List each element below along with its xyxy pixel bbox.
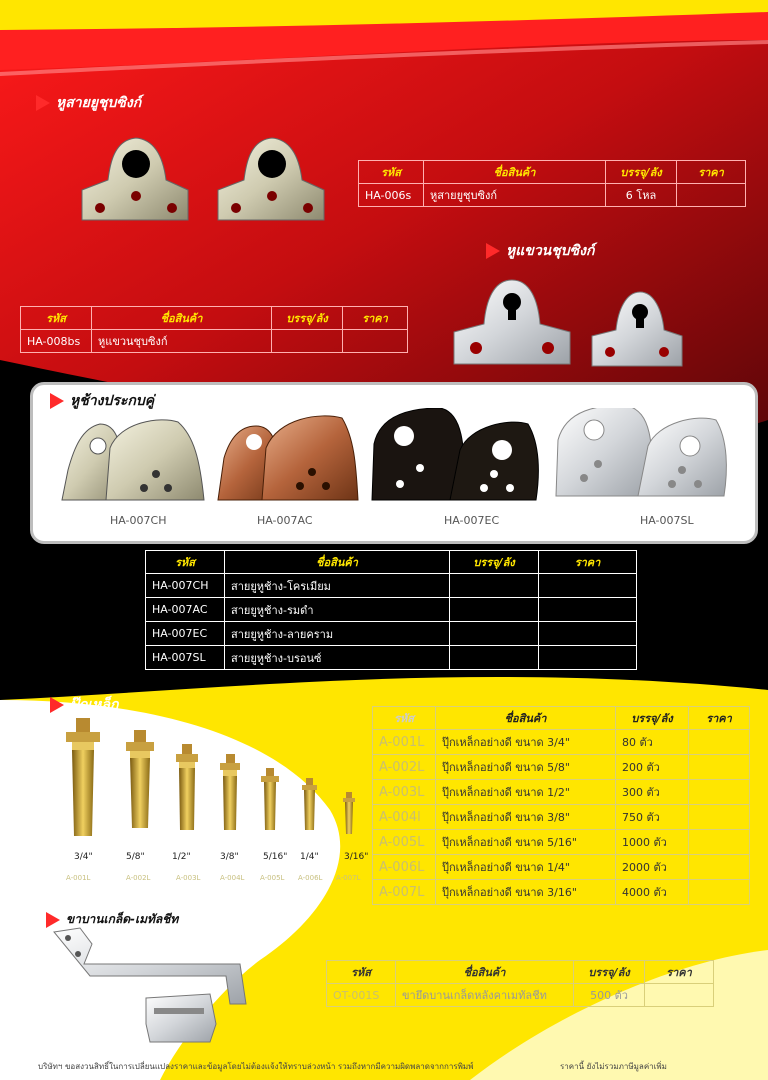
section-title-elephant-hasp: หูช้างประกบคู่: [50, 390, 154, 412]
caption-ha-007ac: HA-007AC: [257, 514, 313, 527]
col-price: ราคา: [677, 161, 746, 184]
cell-price: [343, 330, 408, 353]
footer-vat-note: ราคานี้ ยังไม่รวมภาษีมูลค่าเพิ่ม: [560, 1062, 667, 1071]
cell-code: OT-001S: [327, 984, 396, 1007]
table-row: [146, 622, 637, 646]
triangle-bullet-icon: [36, 95, 50, 111]
anchor-bolt-3-16: [343, 792, 355, 834]
col-price: ราคา: [689, 707, 750, 730]
table-row: [373, 855, 750, 880]
anchor-bolt-1-4: [302, 778, 317, 830]
zinc-hasp-table: [358, 160, 746, 207]
size-label: 5/8": [126, 852, 145, 862]
cell-code: A-007L: [373, 880, 436, 905]
col-code: รหัส: [373, 707, 436, 730]
cell-name: สายยูหูช้าง-ลายคราม: [225, 622, 450, 646]
size-label: 5/16": [263, 852, 288, 862]
anchor-bolt-3-8: [220, 754, 240, 830]
footer-disclaimer: บริษัทฯ ขอสงวนสิทธิ์ในการเปลี่ยนแปลงราคาและข้อมูลโดยไม่ต้องแจ้งให้ทราบล่วงหน้า รวมถึงหากมีความผิดพลาดจากการพิมพ์: [38, 1062, 474, 1071]
size-label: 3/4": [74, 852, 93, 862]
cell-name: หูแขวนชุบซิงก์: [92, 330, 272, 353]
cell-pack: 1000 ตัว: [616, 830, 689, 855]
col-pack: บรรจุ/ลัง: [606, 161, 677, 184]
anchor-bolt-5-16: [261, 768, 279, 830]
cell-pack: 4000 ตัว: [616, 880, 689, 905]
col-pack: บรรจุ/ลัง: [272, 307, 343, 330]
col-pack: บรรจุ/ลัง: [574, 961, 645, 984]
section-title-anchor-bolt: ปุ๊กเหล็ก: [50, 694, 118, 716]
triangle-bullet-icon: [486, 243, 500, 259]
code-label: A-005L: [260, 874, 285, 882]
cell-name: ปุ๊กเหล็กอย่างดี ขนาด 3/16": [436, 880, 616, 905]
table-row: [373, 830, 750, 855]
cell-pack: 6 โหล: [606, 184, 677, 207]
anchor-bolt-images: [58, 718, 368, 848]
table-row: [146, 574, 637, 598]
cell-pack: 750 ตัว: [616, 805, 689, 830]
table-row: [359, 184, 746, 207]
anchor-bolt-table: [372, 706, 750, 905]
cell-name: หูสายยูชุบซิงก์: [424, 184, 606, 207]
col-price: ราคา: [539, 551, 637, 574]
table-row: [373, 730, 750, 755]
cell-code: A-003L: [373, 780, 436, 805]
size-label: 3/8": [220, 852, 239, 862]
cell-pack: 200 ตัว: [616, 755, 689, 780]
cell-name: ขายึดบานเกล็ดหลังคาเมทัลชีท: [396, 984, 574, 1007]
cell-pack: 80 ตัว: [616, 730, 689, 755]
zinc-hanger-part-1: [454, 280, 570, 364]
cell-name: สายยูหูช้าง-โครเมียม: [225, 574, 450, 598]
cell-name: ปุ๊กเหล็กอย่างดี ขนาด 3/4": [436, 730, 616, 755]
anchor-bolt-1-2: [176, 744, 198, 830]
zinc-hanger-image: [450, 276, 686, 370]
cell-name: ปุ๊กเหล็กอย่างดี ขนาด 1/4": [436, 855, 616, 880]
col-name: ชื่อสินค้า: [436, 707, 616, 730]
table-row: [21, 330, 408, 353]
cell-code: HA-007CH: [146, 574, 225, 598]
zinc-hanger-part-2: [592, 292, 682, 366]
code-label: A-001L: [66, 874, 91, 882]
table-row: [373, 780, 750, 805]
cell-pack: 500 ตัว: [574, 984, 645, 1007]
col-code: รหัส: [359, 161, 424, 184]
cell-code: HA-007SL: [146, 646, 225, 670]
cell-code: A-004l: [373, 805, 436, 830]
code-label: A-006L: [298, 874, 323, 882]
size-label: 3/16": [344, 852, 369, 862]
cell-name: ปุ๊กเหล็กอย่างดี ขนาด 5/16": [436, 830, 616, 855]
code-label: A-003L: [176, 874, 201, 882]
cell-code: HA-007AC: [146, 598, 225, 622]
cell-code: A-005L: [373, 830, 436, 855]
zinc-hasp-image: [78, 134, 338, 228]
louver-bracket-table: [326, 960, 714, 1007]
anchor-bolt-3-4: [66, 718, 100, 836]
table-row: [146, 646, 637, 670]
col-code: รหัส: [21, 307, 92, 330]
cell-name: ปุ๊กเหล็กอย่างดี ขนาด 3/8": [436, 805, 616, 830]
triangle-bullet-icon: [50, 697, 64, 713]
table-row: [373, 755, 750, 780]
size-label: 1/2": [172, 852, 191, 862]
code-label: A-002L: [126, 874, 151, 882]
col-price: ราคา: [645, 961, 714, 984]
cell-price: [645, 984, 714, 1007]
triangle-bullet-icon: [50, 393, 64, 409]
col-price: ราคา: [343, 307, 408, 330]
zinc-hasp-part-1: [82, 138, 188, 220]
cell-code: A-006L: [373, 855, 436, 880]
cell-code: HA-007EC: [146, 622, 225, 646]
elephant-hasp-antique-copper: [218, 416, 358, 500]
cell-code: A-002L: [373, 755, 436, 780]
cell-code: A-001L: [373, 730, 436, 755]
cell-name: ปุ๊กเหล็กอย่างดี ขนาด 1/2": [436, 780, 616, 805]
zinc-hanger-table: [20, 306, 408, 353]
cell-code: HA-006s: [359, 184, 424, 207]
cell-pack: 2000 ตัว: [616, 855, 689, 880]
caption-ha-007sl: HA-007SL: [640, 514, 694, 527]
col-name: ชื่อสินค้า: [92, 307, 272, 330]
section-title-louver-bracket: ขาบานเกล็ด-เมทัลชีท: [46, 910, 178, 929]
table-row: [327, 984, 714, 1007]
anchor-bolt-5-8: [126, 730, 154, 828]
col-code: รหัส: [146, 551, 225, 574]
louver-bracket-image: [50, 924, 250, 1054]
section-title-zinc-hasp: หูสายยูชุบซิงก์: [36, 92, 141, 114]
col-pack: บรรจุ/ลัง: [450, 551, 539, 574]
cell-code: HA-008bs: [21, 330, 92, 353]
cell-pack: 300 ตัว: [616, 780, 689, 805]
table-row: [373, 880, 750, 905]
table-row: [373, 805, 750, 830]
col-name: ชื่อสินค้า: [225, 551, 450, 574]
cell-name: ปุ๊กเหล็กอย่างดี ขนาด 5/8": [436, 755, 616, 780]
cell-pack: [272, 330, 343, 353]
cell-price: [677, 184, 746, 207]
code-label: A-007L: [336, 874, 361, 882]
elephant-hasp-chrome: [62, 420, 204, 500]
size-label: 1/4": [300, 852, 319, 862]
col-code: รหัส: [327, 961, 396, 984]
elephant-hasp-silver: [556, 408, 726, 496]
elephant-hasp-images: [60, 408, 750, 512]
caption-ha-007ch: HA-007CH: [110, 514, 167, 527]
section-title-zinc-hanger: หูแขวนชุบซิงก์: [486, 240, 594, 262]
col-name: ชื่อสินค้า: [396, 961, 574, 984]
elephant-hasp-enamel: [372, 408, 538, 500]
col-name: ชื่อสินค้า: [424, 161, 606, 184]
col-pack: บรรจุ/ลัง: [616, 707, 689, 730]
code-label: A-004L: [220, 874, 245, 882]
cell-name: สายยูหูช้าง-รมดำ: [225, 598, 450, 622]
caption-ha-007ec: HA-007EC: [444, 514, 500, 527]
elephant-hasp-table: [145, 550, 637, 670]
zinc-hasp-part-2: [218, 138, 324, 220]
cell-name: สายยูหูช้าง-บรอนซ์: [225, 646, 450, 670]
table-row: [146, 598, 637, 622]
